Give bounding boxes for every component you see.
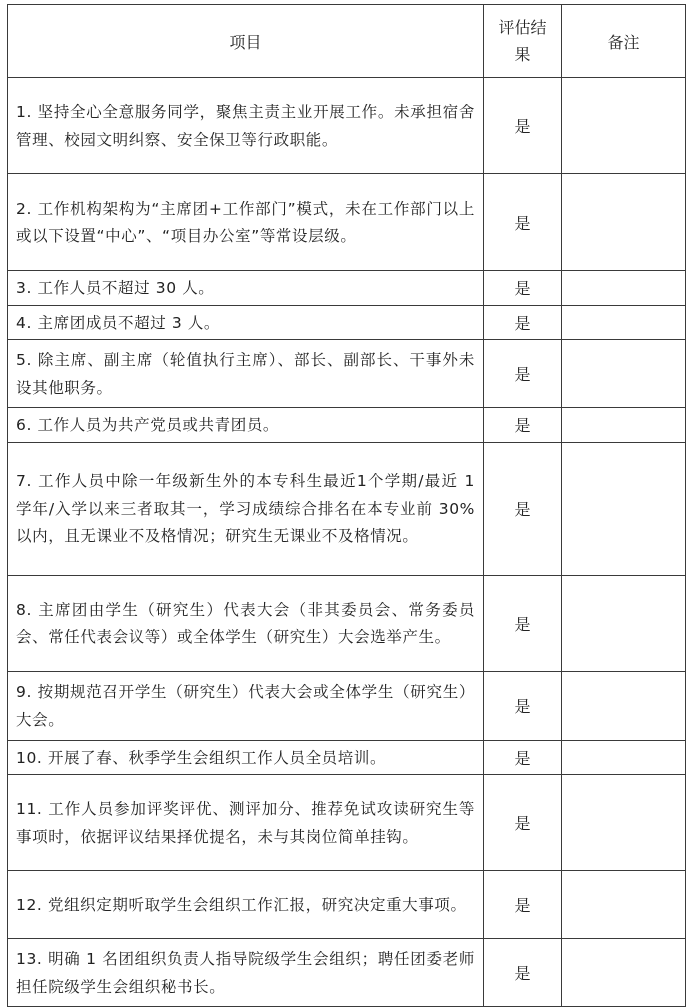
table-row bbox=[8, 575, 686, 671]
header-item: 项目 bbox=[8, 5, 484, 78]
row-result: 是 bbox=[484, 442, 562, 575]
row-item-text: 6. 工作人员为共产党员或共青团员。 bbox=[8, 408, 484, 443]
row-note bbox=[562, 340, 686, 408]
table-row bbox=[8, 408, 686, 443]
table-row bbox=[8, 871, 686, 939]
row-result: 是 bbox=[484, 939, 562, 1007]
header-note: 备注 bbox=[562, 5, 686, 78]
row-item-text: 9. 按期规范召开学生（研究生）代表大会或全体学生（研究生）大会。 bbox=[8, 671, 484, 740]
row-result: 是 bbox=[484, 340, 562, 408]
table-row bbox=[8, 740, 686, 775]
row-note bbox=[562, 408, 686, 443]
row-result: 是 bbox=[484, 78, 562, 174]
row-result: 是 bbox=[484, 174, 562, 271]
table-row bbox=[8, 340, 686, 408]
row-result: 是 bbox=[484, 740, 562, 775]
row-result: 是 bbox=[484, 775, 562, 871]
row-note bbox=[562, 939, 686, 1007]
row-note bbox=[562, 575, 686, 671]
row-result: 是 bbox=[484, 305, 562, 340]
row-item-text: 3. 工作人员不超过 30 人。 bbox=[8, 271, 484, 306]
row-item-text: 10. 开展了春、秋季学生会组织工作人员全员培训。 bbox=[8, 740, 484, 775]
table-row bbox=[8, 442, 686, 575]
row-item-text: 13. 明确 1 名团组织负责人指导院级学生会组织；聘任团委老师担任院级学生会组织秘书长。 bbox=[8, 939, 484, 1007]
row-note bbox=[562, 775, 686, 871]
table-row bbox=[8, 939, 686, 1007]
row-item-text: 1. 坚持全心全意服务同学，聚焦主责主业开展工作。未承担宿舍管理、校园文明纠察、安全保卫等行政职能。 bbox=[8, 78, 484, 174]
row-item-text: 2. 工作机构架构为“主席团+工作部门”模式，未在工作部门以上或以下设置“中心”、“项目办公室”等常设层级。 bbox=[8, 174, 484, 271]
row-result: 是 bbox=[484, 271, 562, 306]
row-item-text: 8. 主席团由学生（研究生）代表大会（非其委员会、常务委员会、常任代表会议等）或全体学生（研究生）大会选举产生。 bbox=[8, 575, 484, 671]
row-note bbox=[562, 671, 686, 740]
row-result: 是 bbox=[484, 575, 562, 671]
header-result: 评估结果 bbox=[484, 5, 562, 78]
row-item-text: 11. 工作人员参加评奖评优、测评加分、推荐免试攻读研究生等事项时，依据评议结果择优提名，未与其岗位简单挂钩。 bbox=[8, 775, 484, 871]
row-item-text: 7. 工作人员中除一年级新生外的本专科生最近1个学期/最近 1 学年/入学以来三者取其一，学习成绩综合排名在本专业前 30%以内，且无课业不及格情况；研究生无课业不及格情况。 bbox=[8, 442, 484, 575]
row-item-text: 4. 主席团成员不超过 3 人。 bbox=[8, 305, 484, 340]
row-note bbox=[562, 305, 686, 340]
row-note bbox=[562, 442, 686, 575]
row-result: 是 bbox=[484, 871, 562, 939]
table-row bbox=[8, 305, 686, 340]
row-result: 是 bbox=[484, 408, 562, 443]
table-header-row bbox=[8, 5, 686, 78]
row-item-text: 12. 党组织定期听取学生会组织工作汇报，研究决定重大事项。 bbox=[8, 871, 484, 939]
table-row bbox=[8, 775, 686, 871]
row-note bbox=[562, 271, 686, 306]
table-row bbox=[8, 174, 686, 271]
row-note bbox=[562, 871, 686, 939]
table-row bbox=[8, 78, 686, 174]
row-result: 是 bbox=[484, 671, 562, 740]
row-note bbox=[562, 78, 686, 174]
table-row bbox=[8, 671, 686, 740]
row-note bbox=[562, 740, 686, 775]
table-row bbox=[8, 271, 686, 306]
row-note bbox=[562, 174, 686, 271]
row-item-text: 5. 除主席、副主席（轮值执行主席）、部长、副部长、干事外未设其他职务。 bbox=[8, 340, 484, 408]
evaluation-table bbox=[7, 4, 686, 1007]
